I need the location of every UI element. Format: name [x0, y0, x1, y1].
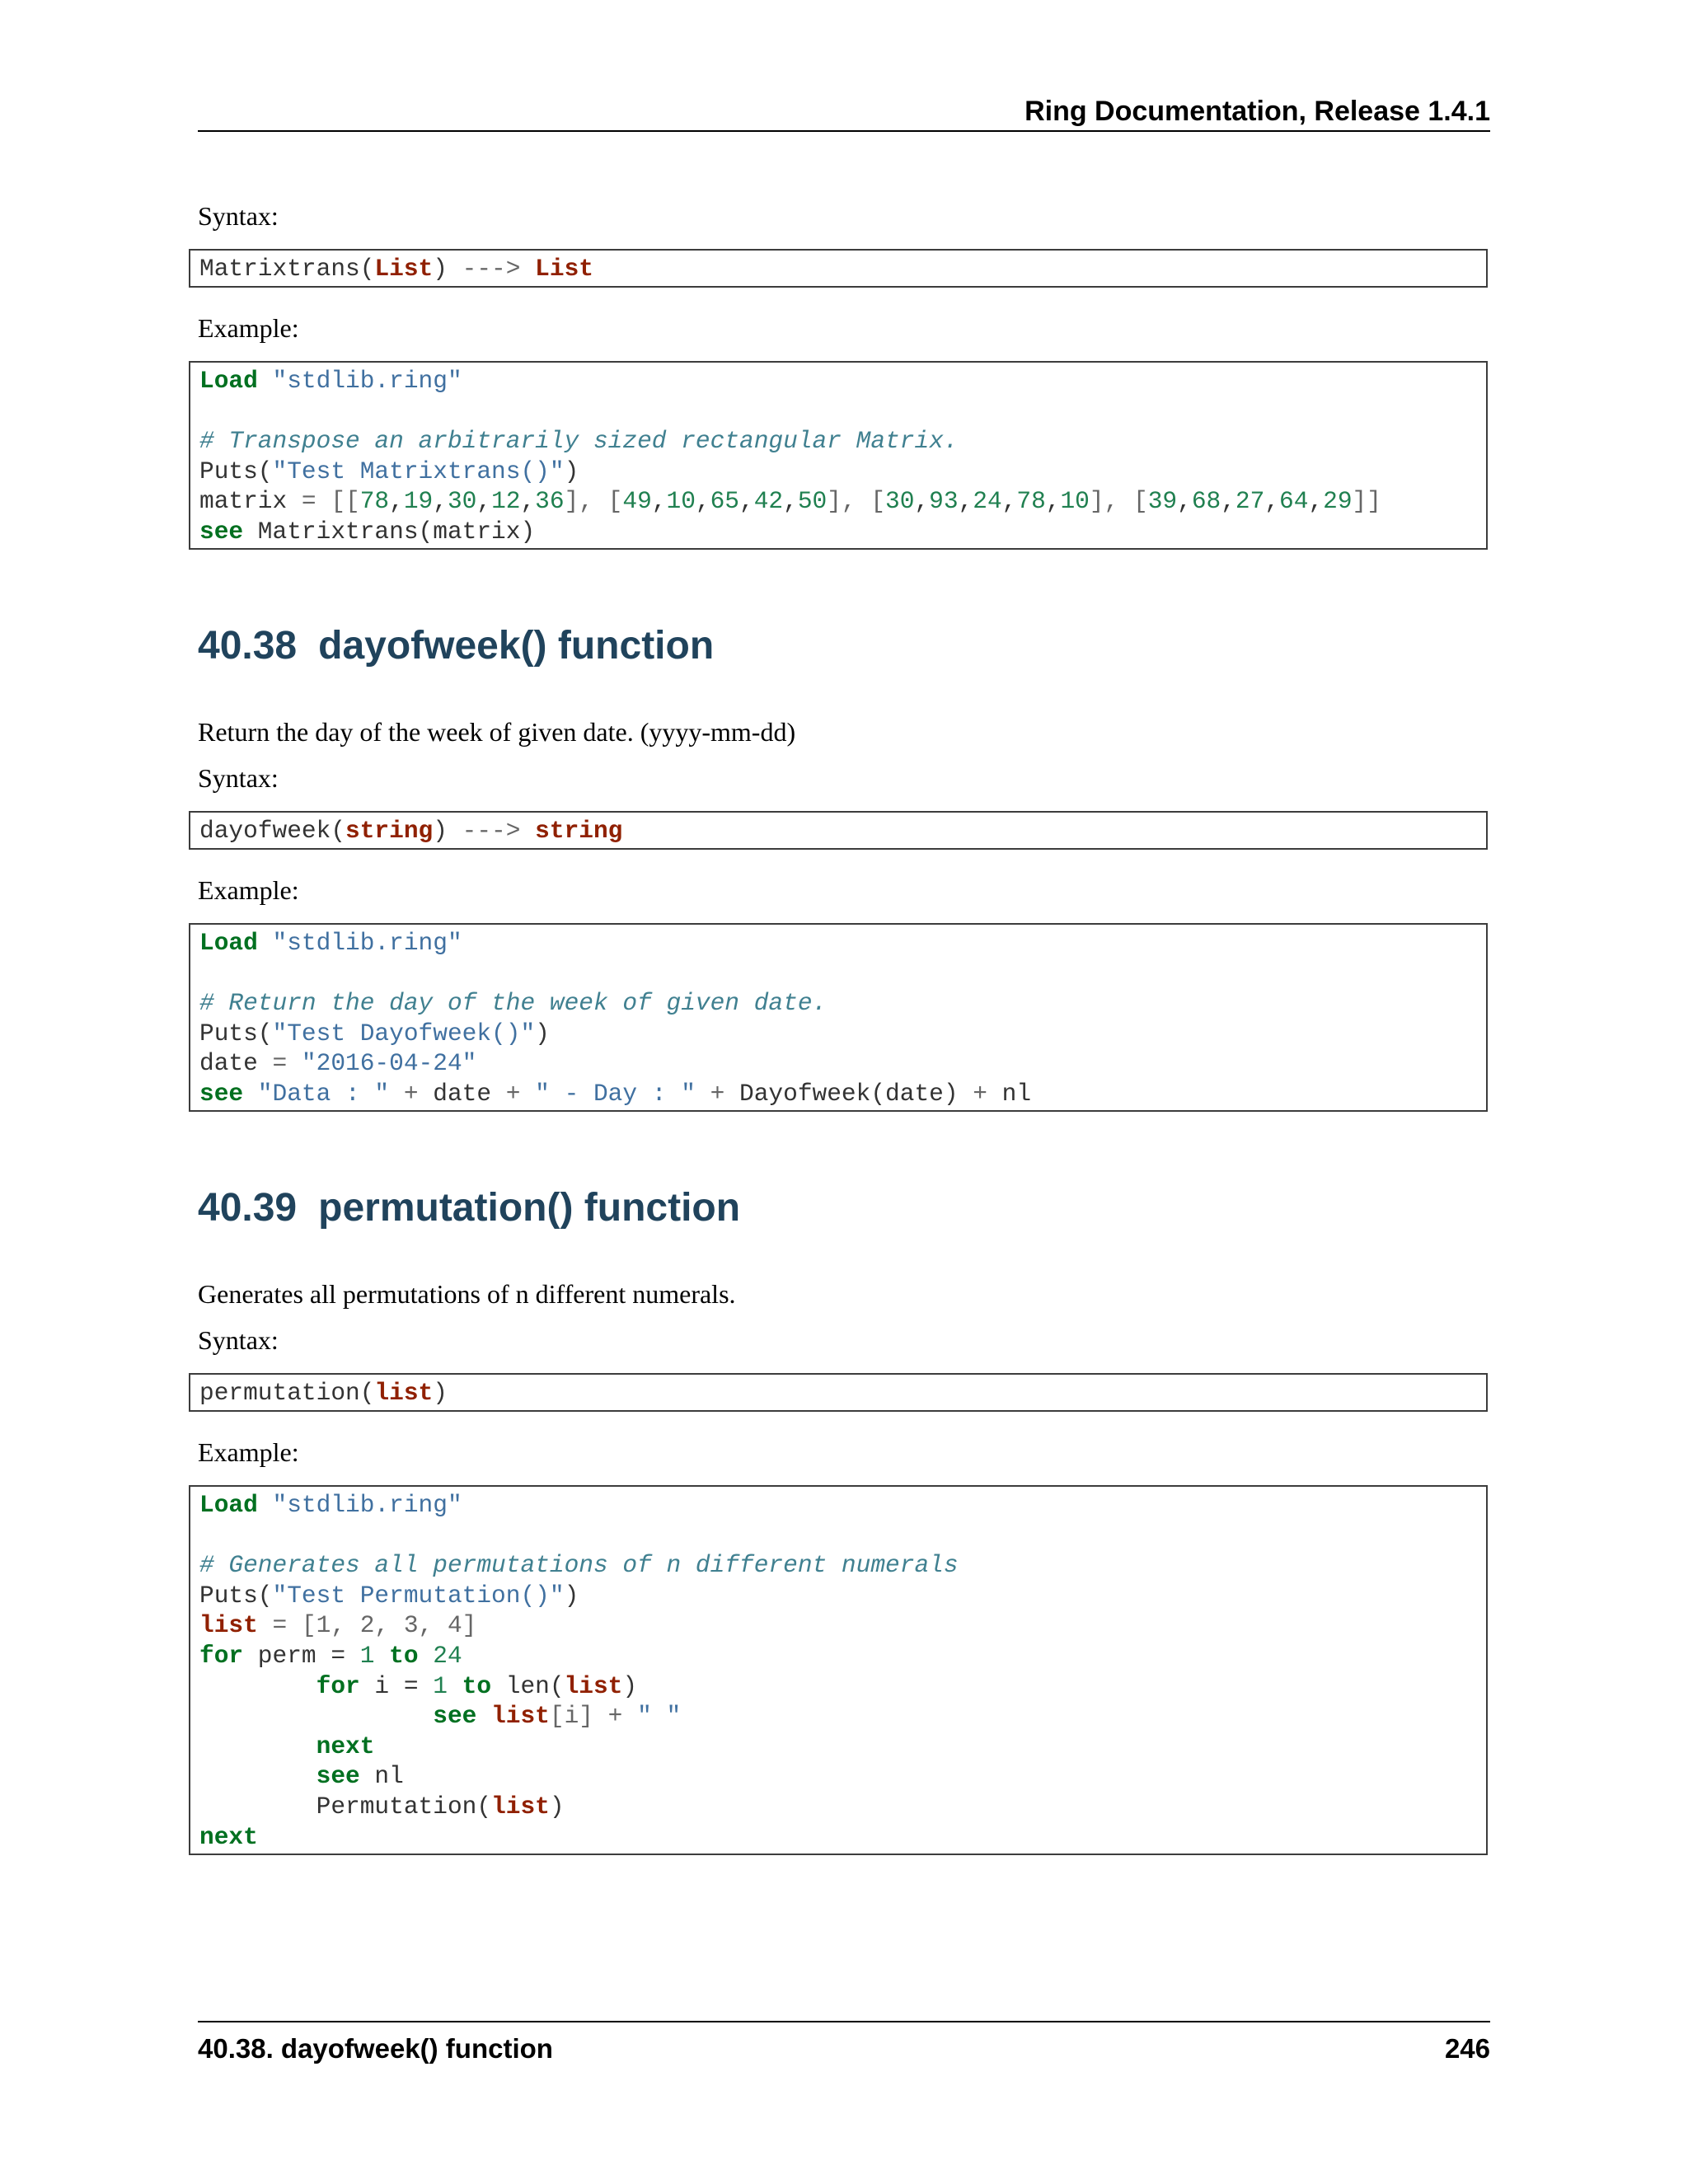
- code-keyword: see: [316, 1762, 360, 1791]
- code-string: " ": [637, 1702, 682, 1731]
- syntax-func-name: dayofweek(: [199, 817, 346, 845]
- section-heading-permutation: [198, 1183, 740, 1233]
- permutation-example-label: Example:: [198, 1437, 299, 1467]
- code-indent: [199, 1732, 316, 1760]
- code-operator: +: [958, 1079, 1002, 1108]
- code-operator: [i] +: [549, 1702, 638, 1731]
- code-operator: +: [491, 1079, 536, 1108]
- code-keyword: next: [316, 1732, 375, 1760]
- code-keyword: Load: [199, 929, 258, 957]
- code-text: len(: [491, 1671, 565, 1700]
- code-number: 29: [1323, 487, 1353, 516]
- code-text: date: [199, 1049, 258, 1078]
- code-space: [476, 1702, 491, 1730]
- code-text: Matrixtrans(matrix): [243, 517, 536, 546]
- code-indent: [199, 1672, 316, 1700]
- code-keyword: to: [447, 1671, 492, 1700]
- page-header: [198, 92, 1490, 132]
- code-indent: [199, 1793, 316, 1821]
- code-number: 24: [973, 487, 1002, 516]
- code-string: "Test Dayofweek()": [272, 1019, 536, 1047]
- syntax-arg: list: [374, 1379, 434, 1407]
- permutation-example-block: [189, 1485, 1488, 1855]
- header-title: Ring Documentation, Release 1.4.1: [1025, 96, 1490, 127]
- syntax-arg: string: [345, 817, 434, 845]
- code-operator: = [1, 2, 3, 4]: [257, 1611, 477, 1640]
- code-number: 30: [885, 487, 915, 516]
- code-number: 65: [710, 487, 740, 516]
- code-number: 42: [753, 487, 784, 516]
- code-string: "stdlib.ring": [257, 1491, 462, 1519]
- code-builtin: list: [199, 1611, 258, 1640]
- code-keyword: Load: [199, 1491, 258, 1519]
- code-number: 30: [447, 487, 477, 516]
- code-text: matrix: [199, 487, 288, 516]
- permutation-syntax-block: [189, 1373, 1488, 1412]
- code-keyword: for: [316, 1671, 360, 1700]
- code-string: "2016-04-24": [301, 1049, 477, 1078]
- code-number: 1: [359, 1641, 375, 1670]
- code-keyword: next: [199, 1822, 258, 1851]
- section-number: 40.39: [198, 1186, 298, 1230]
- matrixtrans-syntax-label: Syntax:: [198, 201, 279, 231]
- code-indent: [199, 1762, 316, 1790]
- permutation-description: Generates all permutations of n different numerals.: [198, 1279, 736, 1309]
- code-number: 49: [622, 487, 652, 516]
- code-number: 64: [1279, 487, 1309, 516]
- code-builtin: list: [564, 1671, 623, 1700]
- code-text: nl: [359, 1762, 404, 1791]
- code-comment: # Generates all permutations of n different numerals: [199, 1551, 959, 1580]
- code-number: 19: [403, 487, 434, 516]
- code-text: perm =: [243, 1641, 360, 1670]
- dayofweek-example-label: Example:: [198, 875, 299, 905]
- code-keyword: Load: [199, 367, 258, 395]
- syntax-return: List: [535, 255, 593, 283]
- syntax-close: ): [433, 255, 448, 283]
- syntax-arrow: --->: [447, 255, 536, 283]
- code-number: 78: [359, 487, 390, 516]
- code-number: 12: [491, 487, 521, 516]
- syntax-close: ): [433, 817, 448, 845]
- code-text: nl: [1001, 1079, 1032, 1108]
- permutation-syntax-label: Syntax:: [198, 1325, 279, 1355]
- code-text: Permutation(: [316, 1792, 492, 1821]
- code-text: Puts(: [199, 1581, 273, 1610]
- footer-rule: [198, 2021, 1490, 2022]
- code-number: 68: [1191, 487, 1221, 516]
- syntax-arrow: --->: [447, 817, 536, 845]
- section-heading-dayofweek: [198, 621, 714, 671]
- code-text: ): [549, 1792, 565, 1821]
- dayofweek-syntax-label: Syntax:: [198, 763, 279, 793]
- code-string: " - Day : ": [535, 1079, 696, 1108]
- syntax-func-name: Matrixtrans(: [199, 255, 375, 283]
- code-number: 27: [1235, 487, 1265, 516]
- code-text: i =: [359, 1671, 434, 1700]
- code-keyword: see: [199, 1079, 244, 1108]
- syntax-return: string: [535, 817, 623, 845]
- code-keyword: to: [374, 1641, 419, 1670]
- matrixtrans-example-label: Example:: [198, 313, 299, 343]
- code-string: "Data : ": [243, 1079, 390, 1108]
- code-text: ): [622, 1671, 638, 1700]
- section-title: dayofweek() function: [318, 624, 715, 668]
- code-number: 24: [418, 1641, 462, 1670]
- syntax-arg: List: [374, 255, 434, 283]
- code-text: Dayofweek(date): [739, 1079, 959, 1108]
- code-number: 36: [535, 487, 565, 516]
- code-operator: =: [287, 487, 331, 516]
- code-number: 93: [929, 487, 959, 516]
- code-string: "stdlib.ring": [257, 367, 462, 395]
- dayofweek-syntax-block: [189, 811, 1488, 850]
- section-number: 40.38: [198, 624, 298, 668]
- matrixtrans-syntax-block: [189, 249, 1488, 288]
- code-text: ): [564, 457, 579, 485]
- code-string: "Test Permutation()": [272, 1581, 565, 1610]
- code-operator: +: [695, 1079, 740, 1108]
- code-number: 78: [1016, 487, 1046, 516]
- code-text: Puts(: [199, 1019, 273, 1047]
- code-number: 10: [666, 487, 696, 516]
- code-indent: [199, 1702, 433, 1730]
- matrixtrans-example-block: [189, 361, 1488, 550]
- code-keyword: see: [199, 517, 244, 546]
- section-title: permutation() function: [318, 1186, 741, 1230]
- code-text: date: [433, 1079, 492, 1108]
- dayofweek-description: Return the day of the week of given date. (yyyy-mm-dd): [198, 717, 796, 747]
- code-comment: # Return the day of the week of given date.: [199, 989, 828, 1018]
- syntax-func-name: permutation(: [199, 1379, 375, 1407]
- code-comment: # Transpose an arbitrarily sized rectangular Matrix.: [199, 427, 959, 456]
- code-number: 50: [797, 487, 828, 516]
- code-number: 1: [433, 1671, 448, 1700]
- dayofweek-example-block: [189, 923, 1488, 1112]
- code-operator: +: [389, 1079, 434, 1108]
- syntax-close: ): [433, 1379, 448, 1407]
- code-builtin: list: [491, 1792, 550, 1821]
- code-text: ): [535, 1019, 550, 1047]
- code-text: ): [564, 1581, 579, 1610]
- code-operator: =: [257, 1049, 302, 1078]
- code-keyword: for: [199, 1641, 244, 1670]
- code-number: 10: [1060, 487, 1090, 516]
- footer-section-title: 40.38. dayofweek() function: [198, 2033, 553, 2064]
- code-string: "Test Matrixtrans()": [272, 457, 565, 485]
- code-string: "stdlib.ring": [257, 929, 462, 957]
- matrix-line: matrix = [[78,19,30,12,36], [49,10,65,42,50], [30,93,24,78,10], [39,68,27,64,29]]: [199, 487, 1381, 516]
- code-text: Puts(: [199, 457, 273, 485]
- code-number: 39: [1147, 487, 1178, 516]
- footer-page-number: 246: [1444, 2033, 1490, 2064]
- code-keyword: see: [433, 1702, 477, 1731]
- code-builtin: list: [491, 1702, 550, 1731]
